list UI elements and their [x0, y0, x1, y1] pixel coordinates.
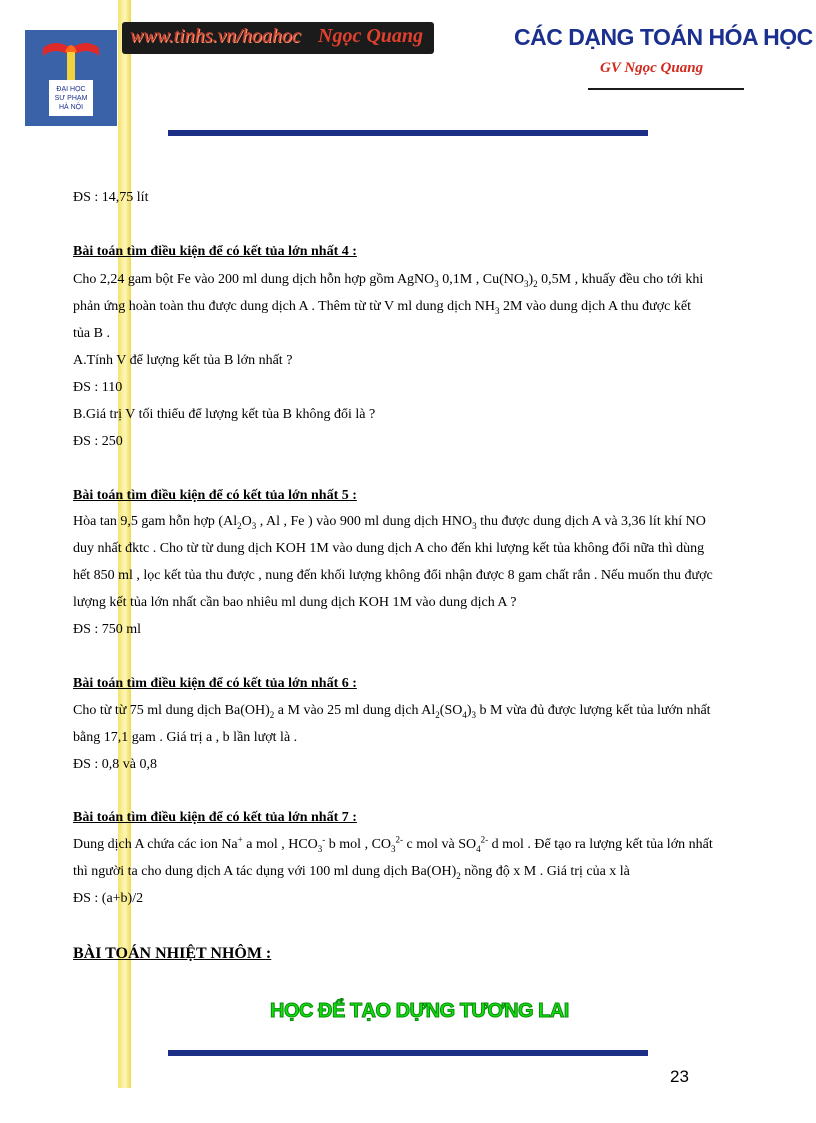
svg-text:HÀ NỘI: HÀ NỘI	[58, 104, 84, 111]
problem-6-line-1: Cho từ từ 75 ml dung dịch $Ba(OH)_2$ a M vào 25 ml dung dịch $Al_2(SO_4)_3$ b M vừa đủ được lượng kết tủa lướn nhất	[73, 703, 711, 720]
signature-text: Ngọc Quang	[318, 25, 424, 47]
problem-5-heading: Bài toán tìm điều kiện để có kết tủa lớn nhất 5 :	[73, 488, 357, 503]
website-banner	[122, 22, 434, 54]
problem-7-answer: ĐS : (a+b)/2	[73, 891, 144, 906]
problem-4-question-b: B.Giá trị V tối thiểu để lượng kết tủa B không đổi là ?	[73, 407, 376, 422]
problem-4-line-3: tủa B .	[73, 326, 110, 341]
answer-text: ĐS : 14,75 lít	[73, 190, 149, 205]
problem-4-answer-a: ĐS : 110	[73, 380, 123, 395]
torch-book-icon	[33, 34, 109, 122]
problem-5-line-2: duy nhất đktc . Cho từ từ dung dịch KOH 1M vào dung dịch A cho đến khi lượng kết tủa không đổi nữa thì dùng	[73, 541, 705, 556]
website-url: www.tinhs.vn/hoahoc	[130, 25, 301, 47]
teacher-name: GV Ngọc Quang	[600, 60, 704, 76]
problem-7-line-2: thì người ta cho dung dịch A tác dụng với 100 ml dung dịch $Ba(OH)_2$ nồng độ x M . Giá trị của x là	[73, 864, 630, 881]
svg-text:SƯ PHẠM: SƯ PHẠM	[54, 95, 88, 102]
problem-5-line-4: lượng kết tủa lớn nhất cần bao nhiêu ml dung dịch KOH 1M vào dung dịch A ?	[73, 595, 517, 610]
problem-6-line-2: bằng 17,1 gam . Giá trị a , b lần lượt là .	[73, 730, 298, 745]
header-divider	[168, 130, 648, 136]
problem-5-line-3: hết 850 ml , lọc kết tủa thu được , nung đến khối lượng không đổi nhận được 8 gam chất rắn . Nếu muốn thu được	[73, 568, 713, 583]
document-title: CÁC DẠNG TOÁN HÓA HỌC	[514, 24, 813, 50]
problem-4-heading: Bài toán tìm điều kiện để có kết tủa lớn nhất 4 :	[73, 244, 357, 259]
footer-divider	[168, 1050, 648, 1056]
problem-4-question-a: A.Tính V để lượng kết tủa B lớn nhất ?	[73, 353, 293, 368]
page-number: 23	[670, 1067, 689, 1086]
problem-7-heading: Bài toán tìm điều kiện để có kết tủa lớn nhất 7 :	[73, 810, 357, 825]
title-underline	[588, 88, 744, 90]
problem-6-answer: ĐS : 0,8 và 0,8	[73, 757, 157, 772]
problem-5-answer: ĐS : 750 ml	[73, 622, 142, 637]
problem-4-line-1: Cho 2,24 gam bột Fe vào 200 ml dung dịch hỗn hợp gồm AgNO$_3$ 0,1M , $Cu(NO_3)_2$ 0,5M , khuấy đều cho tới khi	[73, 272, 704, 289]
problem-6-heading: Bài toán tìm điều kiện để có kết tủa lớn nhất 6 :	[73, 676, 357, 691]
problem-4-line-2: phản ứng hoàn toàn thu được dung dịch A . Thêm từ từ V ml dung dịch $NH_3$ 2M vào dung dịch A thu được kết	[73, 299, 691, 316]
problem-4-answer-b: ĐS : 250	[73, 434, 123, 449]
svg-text:ĐẠI HỌC: ĐẠI HỌC	[56, 86, 86, 93]
university-logo	[25, 30, 117, 126]
problem-7-line-1: Dung dịch A chứa các ion Na+ a mol , $HCO_3^-$ b mol , $CO_3^{2-}$ c mol và $SO_4^{2-}$ d mol . Để tạo ra lượng kết tủa lớn nhất	[73, 834, 713, 854]
footer-slogan: HỌC ĐỂ TẠO DỰNG TƯƠNG LAI	[270, 1000, 569, 1022]
section-heading: BÀI TOÁN NHIỆT NHÔM :	[73, 945, 272, 962]
problem-5-line-1: Hòa tan 9,5 gam hỗn hợp ($Al_2O_3$ , Al , Fe ) vào 900 ml dung dịch $HNO_3$ thu được dung dịch A và 3,36 lít khí NO	[73, 514, 706, 531]
